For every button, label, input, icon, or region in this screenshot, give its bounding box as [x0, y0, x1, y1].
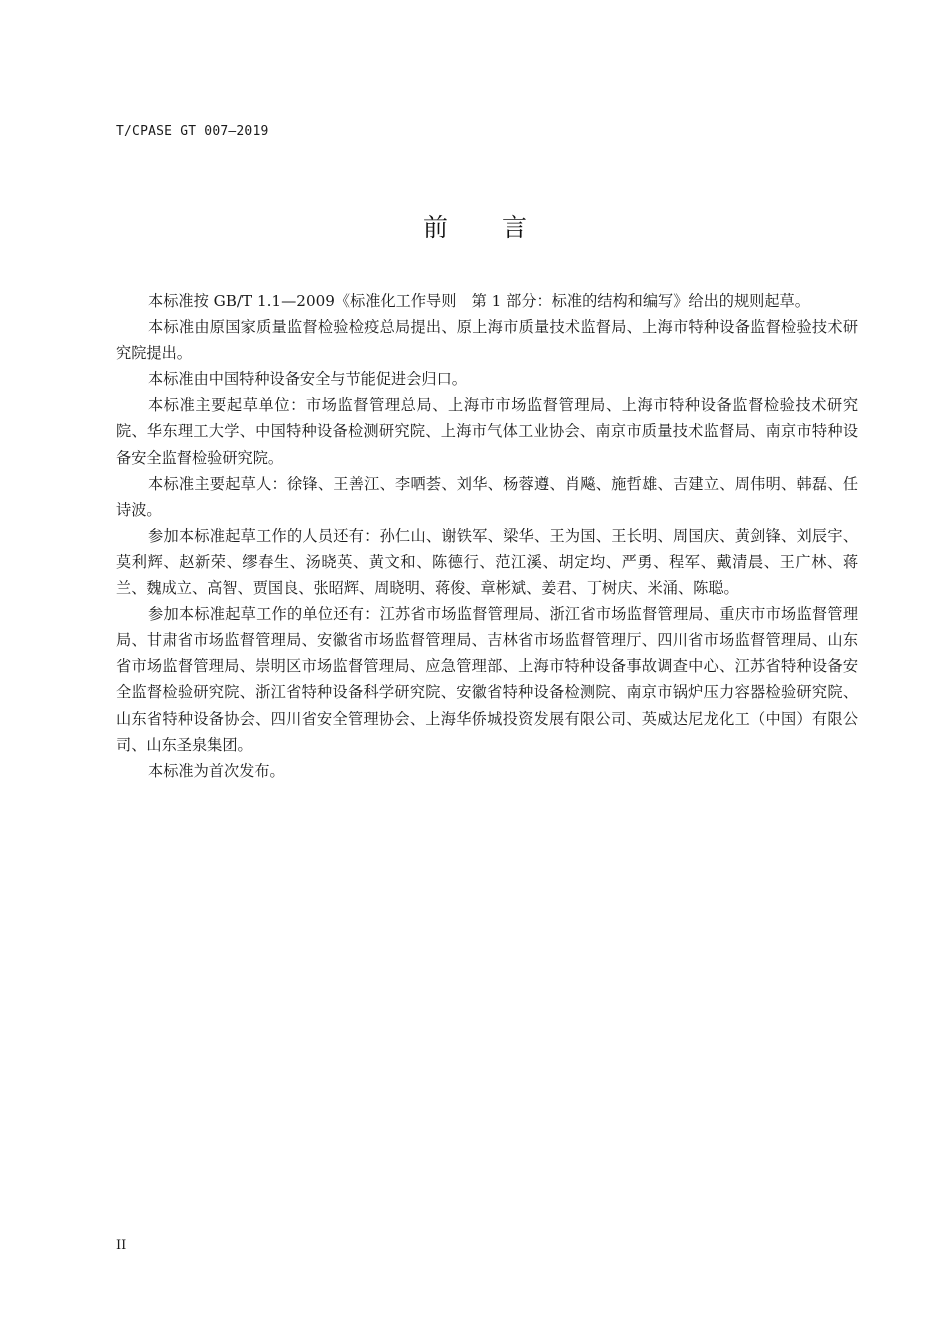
paragraph-proposed-by: 本标准由原国家质量监督检验检疫总局提出、原上海市质量技术监督局、上海市特种设备监督检验技术研究院提出。 — [116, 318, 858, 363]
paragraph-main-drafting-units: 本标准主要起草单位：市场监督管理总局、上海市市场监督管理局、上海市特种设备监督检验技术研究院、华东理工大学、中国特种设备检测研究院、上海市气体工业协会、南京市质量技术监督局、南京市特种设备安全监督检验研究院。 — [116, 396, 858, 467]
paragraph-centralized-by: 本标准由中国特种设备安全与节能促进会归口。 — [148, 370, 467, 389]
paragraph-main-drafters: 本标准主要起草人：徐锋、王善江、李哂荟、刘华、杨蓉遵、肖飚、施哲雄、吉建立、周伟明、韩磊、任诗波。 — [116, 474, 858, 519]
paragraph-participating-people: 参加本标准起草工作的人员还有：孙仁山、谢铁军、梁华、王为国、王长明、周国庆、黄剑锋、刘辰宇、莫利辉、赵新荣、缪春生、汤晓英、黄文和、陈德行、范江溪、胡定均、严勇、程军、戴清晨、王广林、蒋兰、魏成立、高智、贾国良、张昭辉、周晓明、蒋俊、章彬斌、姜君、丁树庆、米涌、陈聪。 — [116, 526, 858, 598]
foreword-body — [116, 288, 858, 784]
page-number: II — [116, 1238, 127, 1253]
paragraph-drafting-rules: 本标准按 GB/T 1.1—2009《标准化工作导则 第 1 部分：标准的结构和编写》给出的规则起草。 — [148, 292, 810, 310]
standard-code: T/CPASE GT 007—2019 — [116, 124, 269, 139]
paragraph-first-release: 本标准为首次发布。 — [148, 761, 285, 780]
page-title: 前言 — [422, 213, 581, 242]
paragraph-participating-units: 参加本标准起草工作的单位还有：江苏省市场监督管理局、浙江省市场监督管理局、重庆市市场监督管理局、甘肃省市场监督管理局、安徽省市场监督管理局、吉林省市场监督管理厅、四川省市场监督管理局、山东省市场监督管理局、崇明区市场监督管理局、应急管理部、上海市特种设备事故调查中心、江苏省特种设备安全监督检验研究院、浙江省特种设备科学研究院、安徽省特种设备检测院、南京市锅炉压力容器检验研究院、山东省特种设备协会、四川省安全管理协会、上海华侨城投资发展有限公司、英威达尼龙化工（中国）有限公司、山东圣泉集团。 — [116, 605, 858, 754]
